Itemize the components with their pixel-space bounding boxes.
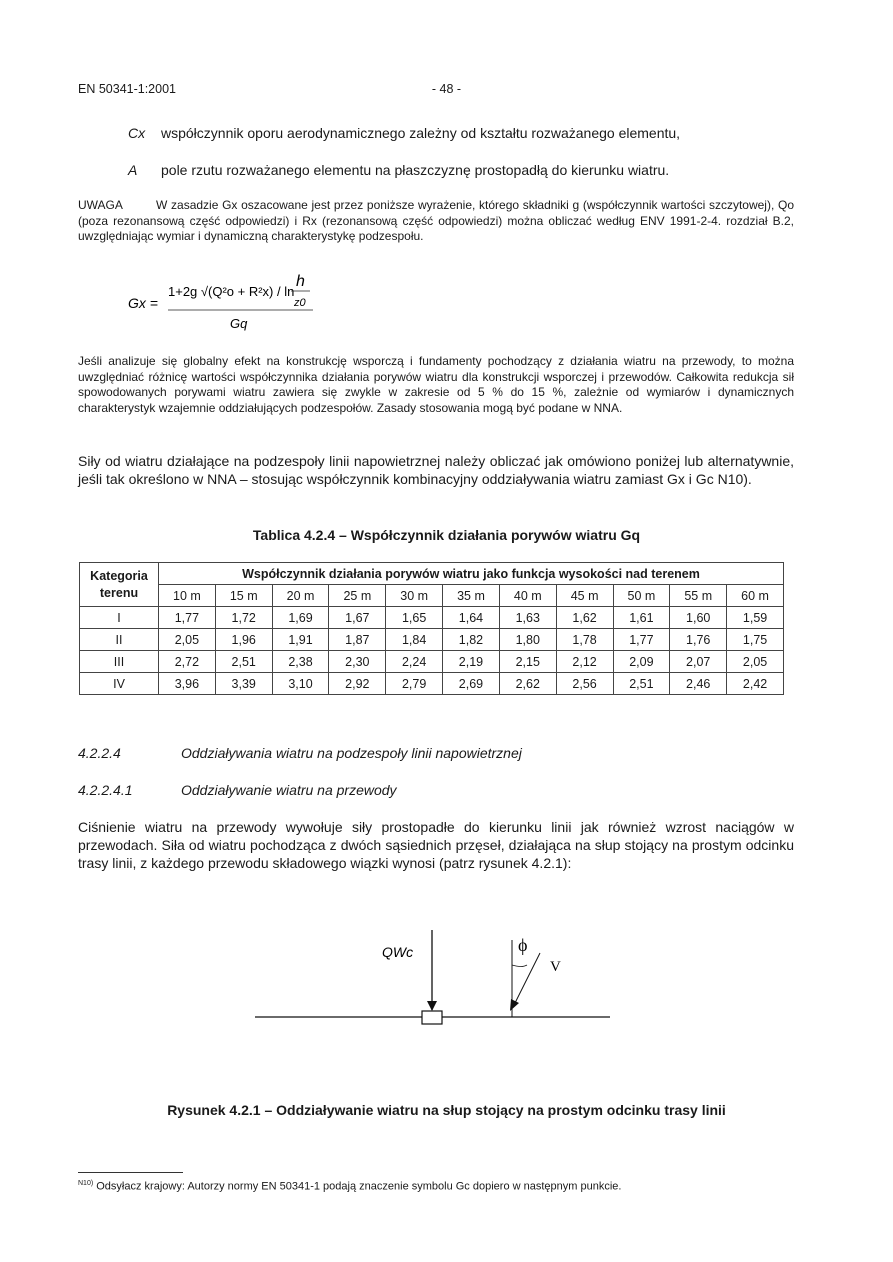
definition-symbol: A bbox=[128, 162, 138, 178]
value-cell: 2,38 bbox=[272, 651, 329, 673]
value-cell: 1,69 bbox=[272, 607, 329, 629]
height-header: 45 m bbox=[556, 585, 613, 607]
definition-text: współczynnik oporu aerodynamicznego zależny od kształtu rozważanego elementu, bbox=[161, 125, 681, 141]
footnote-mark: N10) bbox=[78, 1180, 94, 1187]
category-cell: IV bbox=[80, 673, 159, 695]
value-cell: 3,96 bbox=[159, 673, 216, 695]
wind-on-tower-diagram bbox=[250, 925, 620, 1035]
value-cell: 1,76 bbox=[670, 629, 727, 651]
height-header: 20 m bbox=[272, 585, 329, 607]
value-cell: 2,05 bbox=[727, 651, 784, 673]
value-cell: 1,62 bbox=[556, 607, 613, 629]
formula-denominator: Gq bbox=[230, 316, 248, 331]
global-effect-paragraph: Jeśli analizuje się globalny efekt na konstrukcję wsporczą i fundamenty pochodzący z działania wiatru na przewody, to można uwzględniać różnicę wartości współczynnika działania porywów wiatru dla konstrukcji wsporczej i przewodów. Całkowita redukcja sił spowodowanych porywami wiatru zawiera się zwykle w zakresie od 5 % do 15 %, zależnie od wymiarów i dynamicznych charakterystyk wzajemnie oddziałujących podzespołów. Zasady stosowania mogą być podane w NNA. bbox=[78, 354, 794, 415]
height-header: 10 m bbox=[159, 585, 216, 607]
value-cell: 1,72 bbox=[215, 607, 272, 629]
category-cell: I bbox=[80, 607, 159, 629]
heights-row bbox=[80, 585, 784, 607]
section-4-2-2-4 bbox=[78, 745, 522, 761]
value-cell: 1,67 bbox=[329, 607, 386, 629]
table-row bbox=[80, 607, 784, 629]
note-text: W zasadzie Gx oszacowane jest przez poniższe wyrażenie, którego składniki g (współczynnik wartości szczytowej), Qo (poza rezonansową część odpowiedzi) i Rx (rezonansową część odpowiedzi) można obliczać według ENV 1991-2-4. rozdział B.2, uwzględniając wymiar i dynamiczną charakterystykę podzespołu. bbox=[78, 198, 794, 243]
gust-factor-table bbox=[79, 562, 784, 695]
document-code: EN 50341-1:2001 bbox=[78, 82, 176, 96]
value-cell: 2,72 bbox=[159, 651, 216, 673]
section-4-2-2-4-1 bbox=[78, 782, 397, 798]
value-cell: 1,77 bbox=[613, 629, 670, 651]
figure-caption: Rysunek 4.2.1 – Oddziaływanie wiatru na słup stojący na prostym odcinku trasy linii bbox=[167, 1102, 726, 1118]
value-cell: 2,62 bbox=[499, 673, 556, 695]
wind-forces-paragraph: Siły od wiatru działające na podzespoły linii napowietrznej należy obliczać jak omówiono poniżej lub alternatywnie, jeśli tak określono w NNA – stosując współczynnik kombinacyjny oddziaływania wiatru zamiast Gx i Gc N10). bbox=[78, 453, 794, 487]
value-cell: 2,05 bbox=[159, 629, 216, 651]
wind-arrow-shaft bbox=[514, 953, 540, 1005]
value-cell: 2,51 bbox=[613, 673, 670, 695]
section-number: 4.2.2.4 bbox=[78, 745, 121, 761]
height-header: 25 m bbox=[329, 585, 386, 607]
force-arrow-head bbox=[427, 1001, 437, 1011]
definition-cx bbox=[128, 125, 680, 141]
value-cell: 1,64 bbox=[443, 607, 500, 629]
table-caption: Tablica 4.2.4 – Współczynnik działania porywów wiatru Gq bbox=[252, 527, 641, 543]
value-cell: 2,51 bbox=[215, 651, 272, 673]
value-cell: 2,12 bbox=[556, 651, 613, 673]
tower-symbol bbox=[422, 1011, 442, 1024]
value-cell: 3,10 bbox=[272, 673, 329, 695]
wind-label: V bbox=[550, 959, 561, 975]
footnote-text: Odsyłacz krajowy: Autorzy normy EN 50341-1 podają znaczenie symbolu Gc dopiero w następnym punkcie. bbox=[96, 1180, 622, 1193]
value-cell: 1,75 bbox=[727, 629, 784, 651]
force-label: QWc bbox=[382, 944, 414, 960]
page-number: - 48 - bbox=[431, 82, 462, 96]
value-cell: 1,78 bbox=[556, 629, 613, 651]
value-cell: 2,24 bbox=[386, 651, 443, 673]
value-cell: 2,69 bbox=[443, 673, 500, 695]
formula-lhs: Gx = bbox=[128, 295, 158, 311]
value-cell: 2,56 bbox=[556, 673, 613, 695]
value-cell: 1,91 bbox=[272, 629, 329, 651]
footnote bbox=[78, 1180, 621, 1193]
height-header: 40 m bbox=[499, 585, 556, 607]
value-cell: 2,79 bbox=[386, 673, 443, 695]
formula-numerator: 1+2g √(Q²o + R²x) / ln bbox=[168, 284, 295, 299]
definition-symbol: Cx bbox=[128, 125, 146, 141]
column-header-category: Kategoria terenu bbox=[80, 563, 159, 607]
value-cell: 3,39 bbox=[215, 673, 272, 695]
column-header-group: Współczynnik działania porywów wiatru jako funkcja wysokości nad terenem bbox=[159, 563, 784, 585]
value-cell: 2,46 bbox=[670, 673, 727, 695]
value-cell: 1,84 bbox=[386, 629, 443, 651]
gust-factor-formula bbox=[128, 272, 388, 334]
wind-arrow-head bbox=[510, 999, 519, 1011]
section-number: 4.2.2.4.1 bbox=[78, 782, 133, 798]
value-cell: 1,80 bbox=[499, 629, 556, 651]
table-row bbox=[80, 673, 784, 695]
value-cell: 2,07 bbox=[670, 651, 727, 673]
height-header: 30 m bbox=[386, 585, 443, 607]
value-cell: 1,63 bbox=[499, 607, 556, 629]
section-title: Oddziaływanie wiatru na przewody bbox=[181, 782, 397, 798]
pressure-paragraph: Ciśnienie wiatru na przewody wywołuje siły prostopadłe do kierunku linii jak również wzrost naciągów w przewodach. Siła od wiatru pochodząca z dwóch sąsiednich przęseł, działająca na słup stojący na prostym odcinku trasy linii, z każdego przewodu składowego wiązki wynosi (patrz rysunek 4.2.1): bbox=[78, 819, 794, 871]
note-paragraph bbox=[78, 198, 794, 245]
height-header: 50 m bbox=[613, 585, 670, 607]
value-cell: 2,09 bbox=[613, 651, 670, 673]
note-label: UWAGA bbox=[78, 198, 123, 212]
table-row bbox=[80, 651, 784, 673]
value-cell: 1,87 bbox=[329, 629, 386, 651]
height-header: 60 m bbox=[727, 585, 784, 607]
formula-z0: z0 bbox=[294, 297, 306, 309]
footnote-separator bbox=[78, 1172, 183, 1173]
table-row bbox=[80, 629, 784, 651]
formula-h: h bbox=[296, 273, 305, 290]
value-cell: 2,15 bbox=[499, 651, 556, 673]
height-header: 55 m bbox=[670, 585, 727, 607]
category-cell: III bbox=[80, 651, 159, 673]
value-cell: 2,42 bbox=[727, 673, 784, 695]
section-title: Oddziaływania wiatru na podzespoły linii napowietrznej bbox=[181, 745, 522, 761]
value-cell: 1,77 bbox=[159, 607, 216, 629]
definition-text: pole rzutu rozważanego elementu na płaszczyznę prostopadłą do kierunku wiatru. bbox=[161, 162, 670, 178]
value-cell: 2,19 bbox=[443, 651, 500, 673]
value-cell: 1,61 bbox=[613, 607, 670, 629]
height-header: 15 m bbox=[215, 585, 272, 607]
value-cell: 1,65 bbox=[386, 607, 443, 629]
table-body bbox=[80, 607, 784, 695]
definition-a bbox=[128, 162, 669, 178]
value-cell: 2,92 bbox=[329, 673, 386, 695]
angle-label: ϕ bbox=[518, 935, 528, 955]
category-cell: II bbox=[80, 629, 159, 651]
value-cell: 1,96 bbox=[215, 629, 272, 651]
angle-arc bbox=[512, 965, 527, 967]
value-cell: 1,60 bbox=[670, 607, 727, 629]
height-header: 35 m bbox=[443, 585, 500, 607]
value-cell: 1,59 bbox=[727, 607, 784, 629]
value-cell: 2,30 bbox=[329, 651, 386, 673]
value-cell: 1,82 bbox=[443, 629, 500, 651]
